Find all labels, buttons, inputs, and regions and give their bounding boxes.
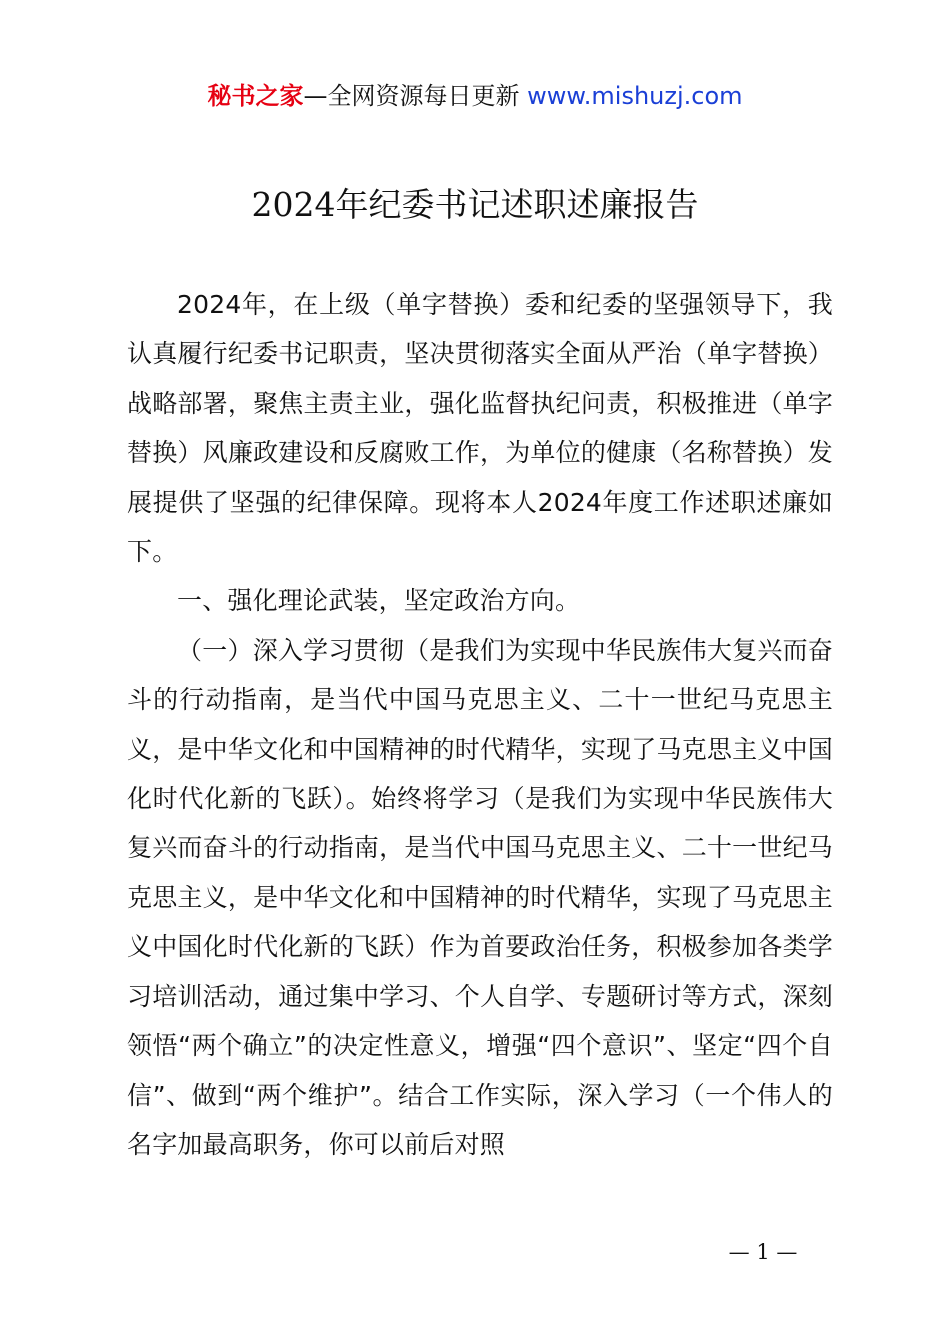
- body-paragraph-intro: 2024年，在上级（单字替换）委和纪委的坚强领导下，我认真履行纪委书记职责，坚决贯彻落实全面从严治（单字替换）战略部署，聚焦主责主业，强化监督执纪问责，积极推进（单字替换）风廉政建设和反腐败工作，为单位的健康（名称替换）发展提供了坚强的纪律保障。现将本人2024年度工作述职述廉如下。: [127, 290, 833, 567]
- site-banner: [0, 78, 950, 114]
- site-url-link[interactable]: www.mishuzj.com: [527, 82, 743, 110]
- page-number: — 1 —: [728, 1240, 798, 1264]
- brand-name: 秘书之家: [207, 82, 304, 110]
- document-body: [127, 280, 833, 1169]
- document-title: 2024年纪委书记述职述廉报告: [251, 185, 699, 224]
- body-paragraph-1-1: （一）深入学习贯彻（是我们为实现中华民族伟大复兴而奋斗的行动指南，是当代中国马克思主义、二十一世纪马克思主义，是中华文化和中国精神的时代精华，实现了马克思主义中国化时代化新的飞跃）。始终将学习（是我们为实现中华民族伟大复兴而奋斗的行动指南，是当代中国马克思主义、二十一世纪马克思主义，是中华文化和中国精神的时代精华，实现了马克思主义中国化时代化新的飞跃）作为首要政治任务，积极参加各类学习培训活动，通过集中学习、个人自学、专题研讨等方式，深刻领悟“两个确立”的决定性意义，增强“四个意识”、坚定“四个自信”、做到“两个维护”。结合工作实际，深入学习（一个伟人的名字加最高职务，你可以前后对照: [127, 635, 833, 1159]
- banner-tagline: —全网资源每日更新: [303, 82, 520, 110]
- section-heading-1: 一、强化理论武装，坚定政治方向。: [177, 586, 581, 616]
